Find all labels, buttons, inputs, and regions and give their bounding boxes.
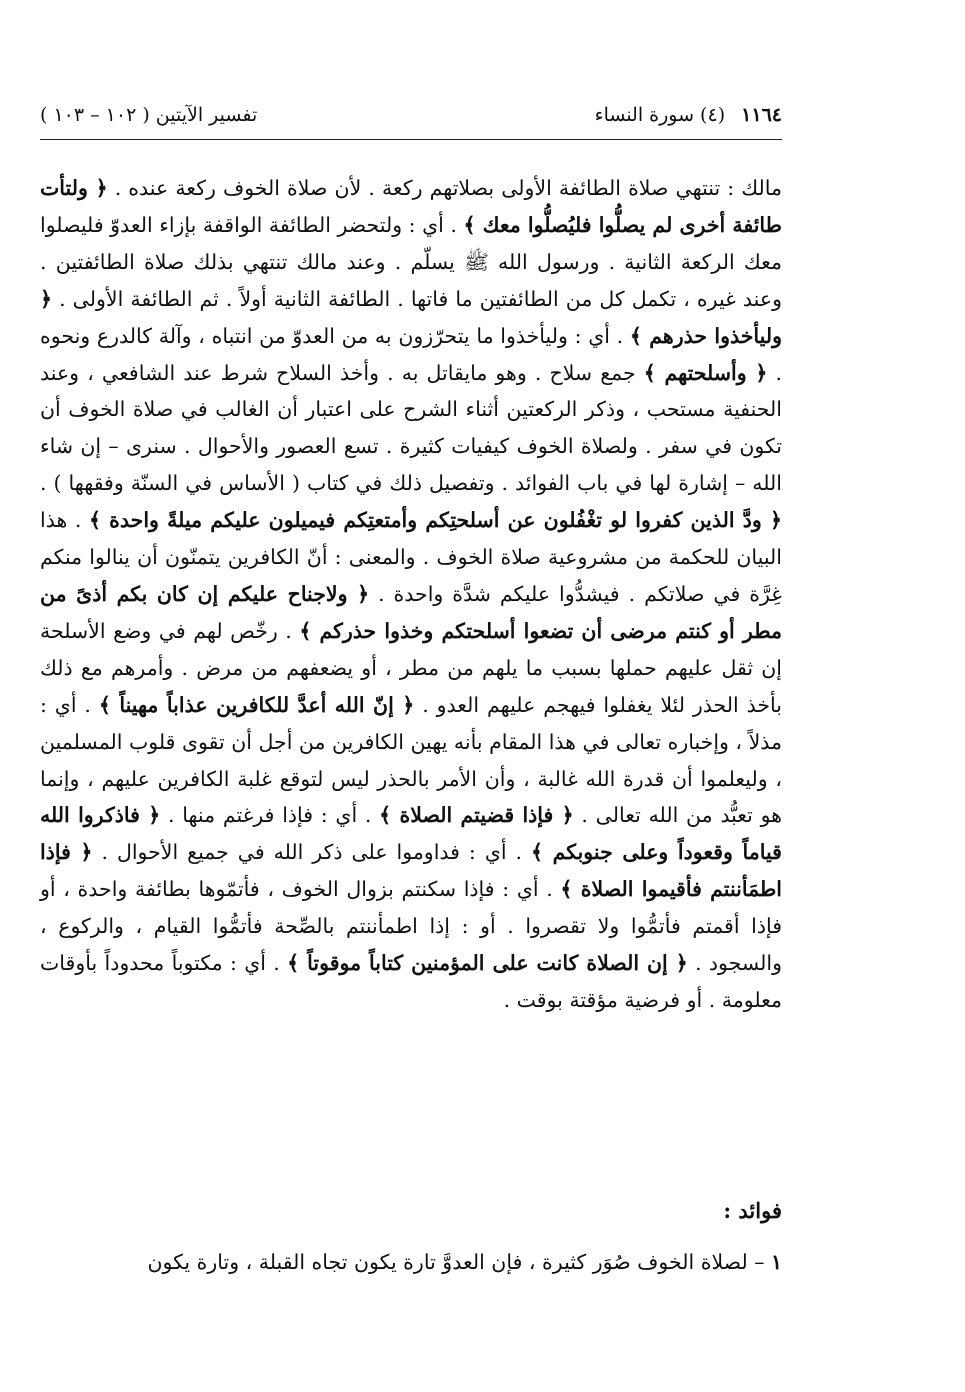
commentary-paragraph bbox=[40, 170, 782, 1019]
commentary-segment: . أي : فداوموا على ذكر الله في جميع الأحوال . bbox=[92, 840, 532, 865]
commentary-segment: . أي : فإذا سكنتم بزوال الخوف ، فأتمّوها بطائفة واحدة ، أو فإذا أقمتم فأتمُّوا ولا تقصروا . أو : إذا اطمأننتم بالصِّحة فأتمُّوا القيام ، والركوع ، والسجود . bbox=[40, 877, 783, 976]
commentary-segment: . أي : مذلاً ، وإخباره تعالى في هذا المقام بأنه يهين الكافرين من أجل أن تقوى قلوب المسلمين ، وليعلموا أن قدرة الله غالبة ، وأن الأمر بالحذر ليس لتوقع غلبة الكافرين عليهم ، وإنما هو تعبُّد من الله تعالى . bbox=[39, 692, 782, 828]
commentary-segment: جمع سلاح . وهو مايقاتل به . وأخذ السلاح شرط عند الشافعي ، وعند الحنفية مستحب ، وذكر الركعتين أثناء الشرح على اعتبار أن الغالب في صلاة الخوف أن تكون في سفر . ولصلاة الخوف كيفيات كثيرة . تسع العصور والأحوال . سنرى – إن شاء الله – إشارة لها في باب الفوائد . وتفصيل ذلك في كتاب ( الأساس في السنّة وفقهها ) . bbox=[40, 360, 782, 496]
commentary-segment: . رخّص لهم في وضع الأسلحة إن ثقل عليهم حملها بسبب ما يلهم من مطر ، أو يضعفهم من مرض . وأمرهم مع ذلك بأخذ الحذر لئلا يغفلوا فيهجم عليهم العدو . bbox=[40, 618, 782, 717]
quran-quote: ﴿ وأسلحتهم ﴾ bbox=[643, 360, 768, 385]
quran-quote: ﴿ فإذا قضيتم الصلاة ﴾ bbox=[379, 803, 574, 828]
commentary-segment: . أي : ولتحضر الطائفة الواقفة بإزاء العدوّ فليصلوا معك الركعة الثانية . ورسول الله ﷺ يسلّم . وعند مالك تنتهي بذلك صلاة الطائفتين . وعند غيره ، تكمل كل من الطائفتين ما فاتها . الطائفة الثانية أولاً . ثم الطائفة الأولى . bbox=[40, 212, 782, 311]
surah-title: (٤) سورة النساء bbox=[594, 104, 726, 126]
quran-quote: ﴿ ولتأت طائفة أخرى لم يصلُّوا فليُصلُّوا معك ﴾ bbox=[40, 176, 782, 237]
commentary-segment: مالك : تنتهي صلاة الطائفة الأولى بصلاتهم ركعة . لأن صلاة الخوف ركعة عنده . bbox=[107, 176, 782, 200]
commentary-segment: . أي : مكتوباً محدوداً بأوقات معلومة . أو فرضية مؤقتة بوقت . bbox=[40, 951, 782, 1012]
commentary-text bbox=[40, 170, 782, 1019]
quran-quote: ﴿ ودَّ الذين كفروا لو تغْفُلون عن أسلحتِكم وأمتعتِكم فيميلون عليكم ميلةً واحدة ﴾ bbox=[88, 508, 782, 533]
page-number: ١١٦٤ bbox=[741, 104, 782, 126]
page-header bbox=[40, 104, 782, 134]
quran-quote: ﴿ إن الصلاة كانت على المؤمنين كتاباً موقوتاً ﴾ bbox=[287, 951, 688, 976]
quran-quote: ﴿ وليأخذوا حذرهم ﴾ bbox=[40, 286, 782, 348]
commentary-segment: . هذا البيان للحكمة من مشروعية صلاة الخوف . والمعنى : أنّ الكافرين يتمنّون أن ينالوا منكم غِرَّة في صلاتكم . فيشدُّوا عليكم شدَّة واحدة . bbox=[40, 508, 782, 606]
quran-quote: ﴿ فاذكروا الله قياماً وقعوداً وعلى جنوبكم ﴾ bbox=[40, 803, 782, 865]
header-rule bbox=[40, 139, 782, 140]
quran-quote: ﴿ ولاجناح عليكم إن كان بكم أذىً من مطر أو كنتم مرضى أن تضعوا أسلحتكم وخذوا حذركم ﴾ bbox=[40, 581, 782, 643]
fawaid-point-1 bbox=[40, 1244, 782, 1280]
header-right bbox=[595, 104, 782, 126]
quran-quote: ﴿ فإذا اطمَأننتم فأقيموا الصلاة ﴾ bbox=[40, 840, 782, 902]
commentary-segment: . أي : وليأخذوا ما يتحرّزون به من العدوّ من انتباه ، وآلة كالدرع ونحوه . bbox=[40, 323, 782, 385]
point-text: – لصلاة الخوف صُوَر كثيرة ، فإن العدوَّ تارة يكون تجاه القبلة ، وتارة يكون bbox=[147, 1250, 771, 1274]
commentary-segment: . أي : فإذا فرغتم منها . bbox=[160, 803, 380, 828]
point-number: ١ bbox=[770, 1250, 782, 1274]
section-title: تفسير الآيتين ( ١٠٢ – ١٠٣ ) bbox=[40, 104, 258, 126]
quran-quote: ﴿ إنّ الله أعدَّ للكافرين عذاباً مهيناً ﴾ bbox=[98, 692, 415, 717]
fawaid-heading: فوائد : bbox=[723, 1198, 782, 1223]
